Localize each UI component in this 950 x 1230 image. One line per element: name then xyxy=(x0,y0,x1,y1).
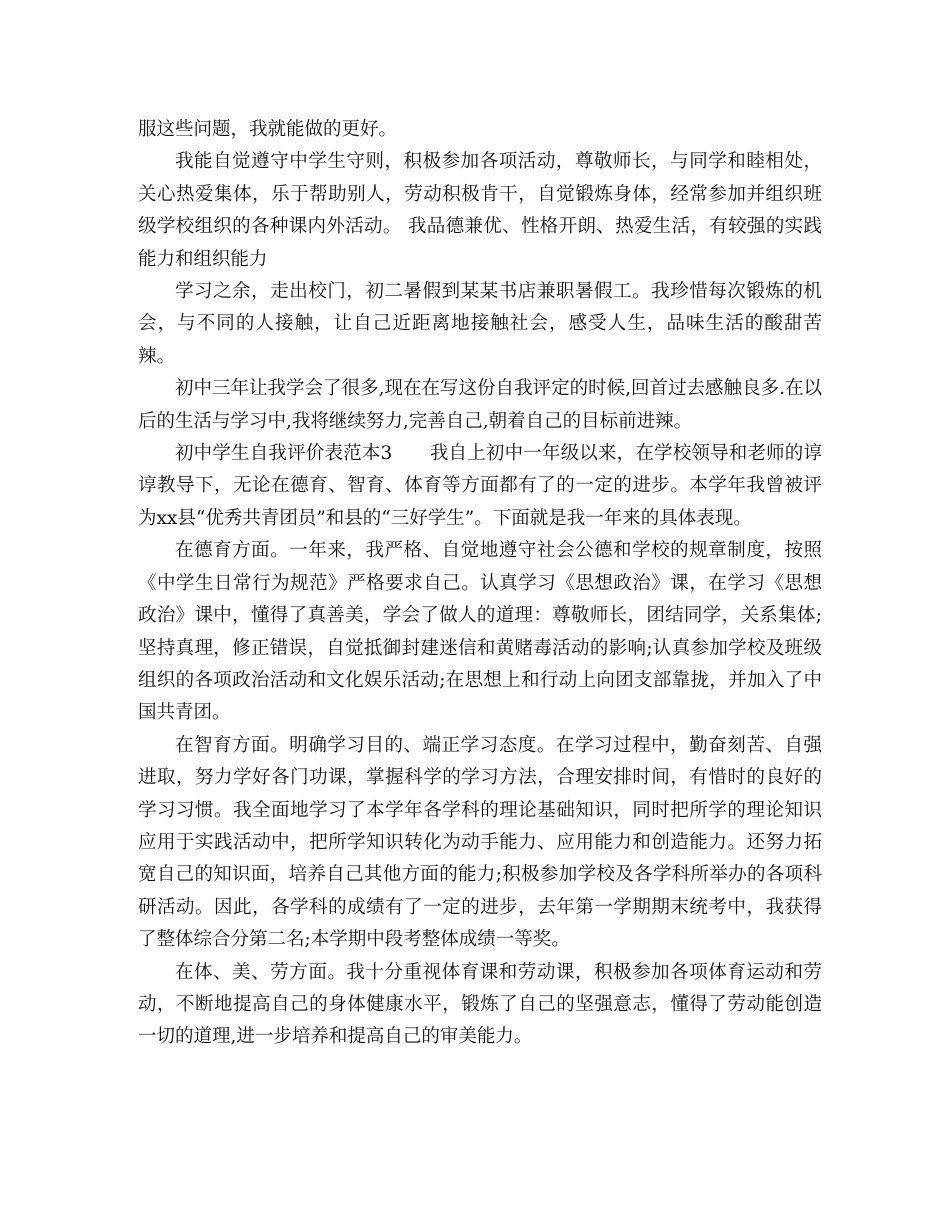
paragraph-moral-education: 在德育方面。一年来，我严格、自觉地遵守社会公德和学校的规章制度，按照《中学生日常行为规范》严格要求自己。认真学习《思想政治》课，在学习《思想政治》课中，懂得了真善美，学会了做人的道理：尊敬师长，团结同学，关系集体;坚持真理，修正错误，自觉抵御封建迷信和黄赌毒活动的影响;认真参加学校及班级组织的各项政治活动和文化娱乐活动;在思想上和行动上向团支部靠拢，并加入了中国共青团。 xyxy=(138,540,822,724)
document-body xyxy=(138,114,822,1054)
paragraph-conduct: 我能自觉遵守中学生守则，积极参加各项活动，尊敬师长，与同学和睦相处，关心热爱集体，乐于帮助别人，劳动积极肯干，自觉锻炼身体，经常参加并组织班级学校组织的各种课内外活动。 我品德兼优、性格开朗、热爱生活，有较强的实践能力和组织能力 xyxy=(138,151,822,270)
paragraph-reflection: 初中三年让我学会了很多,现在在写这份自我评定的时候,回首过去感触良多.在以后的生活与学习中,我将继续努力,完善自己,朝着自己的目标前进辣。 xyxy=(138,378,822,432)
paragraph-sample-3-intro: 初中学生自我评价表范本3 我自上初中一年级以来，在学校领导和老师的谆谆教导下，无论在德育、智育、体育等方面都有了的一定的进步。本学年我曾被评为xx县“优秀共青团员”和县的“三好学生”。下面就是我一年来的具体表现。 xyxy=(138,443,822,529)
paragraph-intellectual-education: 在智育方面。明确学习目的、端正学习态度。在学习过程中，勤奋刻苦、自强进取，努力学好各门功课，掌握科学的学习方法，合理安排时间，有惜时的良好的学习习惯。我全面地学习了本学年各学科的理论基础知识，同时把所学的理论知识应用于实践活动中，把所学知识转化为动手能力、应用能力和创造能力。还努力拓宽自己的知识面，培养自己其他方面的能力;积极参加学校及各学科所举办的各项科研活动。因此，各学科的成绩有了一定的进步，去年第一学期期末统考中，我获得了整体综合分第二名;本学期中段考整体成绩一等奖。 xyxy=(138,734,822,951)
paragraph-continuation: 服这些问题，我就能做的更好。 xyxy=(138,119,398,140)
paragraph-physical-aesthetic-labor: 在体、美、劳方面。我十分重视体育课和劳动课，积极参加各项体育运动和劳动，不断地提高自己的身体健康水平，锻炼了自己的坚强意志，懂得了劳动能创造一切的道理,进一步培养和提高自己的审美能力。 xyxy=(138,961,822,1048)
paragraph-summer-work: 学习之余，走出校门，初二暑假到某某书店兼职暑假工。我珍惜每次锻炼的机会，与不同的人接触，让自己近距离地接触社会，感受人生，品味生活的酸甜苦辣。 xyxy=(138,281,822,367)
